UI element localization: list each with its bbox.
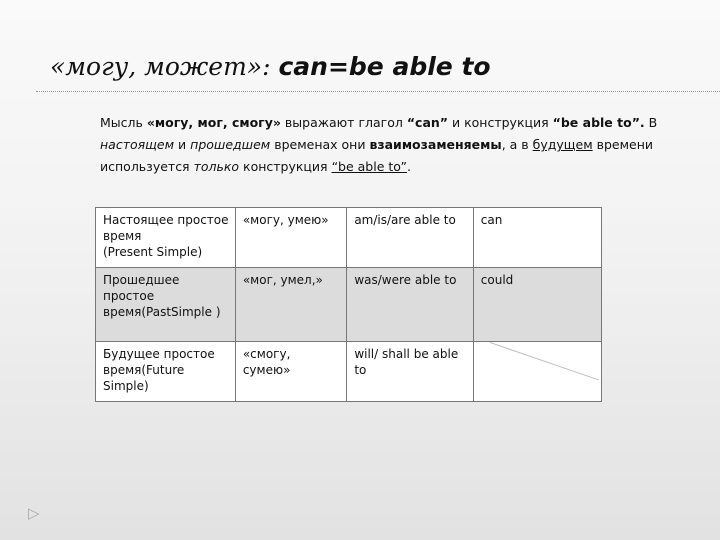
intro-text: временах они: [270, 137, 370, 152]
intro-text: и конструкция: [448, 115, 553, 130]
tense-cell: [96, 208, 236, 268]
intro-text: .: [406, 159, 411, 174]
intro-present: настоящем: [100, 137, 175, 152]
table-row: [96, 268, 602, 342]
intro-can: “can”: [406, 115, 449, 130]
table-row: [96, 342, 602, 402]
intro-past: прошедшем: [190, 137, 271, 152]
table-row: [96, 208, 602, 268]
title-divider: [36, 91, 720, 92]
intro-text: выражают глагол: [280, 115, 407, 130]
intro-text: времени используется: [100, 137, 654, 174]
russian-cell: «мог, умел,»: [235, 268, 347, 342]
construction-cell: will/ shall be able to: [347, 342, 473, 402]
intro-text: , а в: [501, 137, 533, 152]
tense-cell: Будущее простое время(Future Simple): [96, 342, 236, 402]
intro-future: будущем: [532, 137, 593, 152]
russian-cell: «могу, умею»: [235, 208, 347, 268]
next-slide-arrow-icon[interactable]: ▷: [28, 504, 40, 522]
intro-quote: «могу, мог, смогу»: [146, 115, 281, 130]
russian-cell: «смогу, сумею»: [235, 342, 347, 402]
tense-cell: Прошедшее простое время(PastSimple ): [96, 268, 236, 342]
construction-cell: am/is/are able to: [347, 208, 473, 268]
intro-interchangeable: взаимозаменяемы: [369, 137, 502, 152]
intro-text: В: [644, 115, 658, 130]
intro-construction: “be able to”: [331, 159, 407, 174]
modal-cell: can: [473, 208, 601, 268]
intro-text: конструкция: [239, 159, 332, 174]
construction-cell: was/were able to: [347, 268, 473, 342]
modal-cell: could: [473, 268, 601, 342]
tense-english: (Present Simple): [103, 245, 203, 259]
modal-cell: [473, 342, 601, 402]
intro-be-able-to: “be able to”.: [552, 115, 645, 130]
intro-only: только: [193, 159, 240, 174]
intro-text: и: [174, 137, 191, 152]
intro-text: Мысль: [100, 115, 147, 130]
slide-title: [50, 52, 491, 81]
title-russian: «могу, может»:: [50, 52, 279, 81]
tense-name: Настоящее простое время: [103, 213, 229, 243]
intro-paragraph: [100, 112, 690, 178]
title-english: can=be able to: [278, 52, 491, 81]
tense-table: [95, 207, 602, 402]
